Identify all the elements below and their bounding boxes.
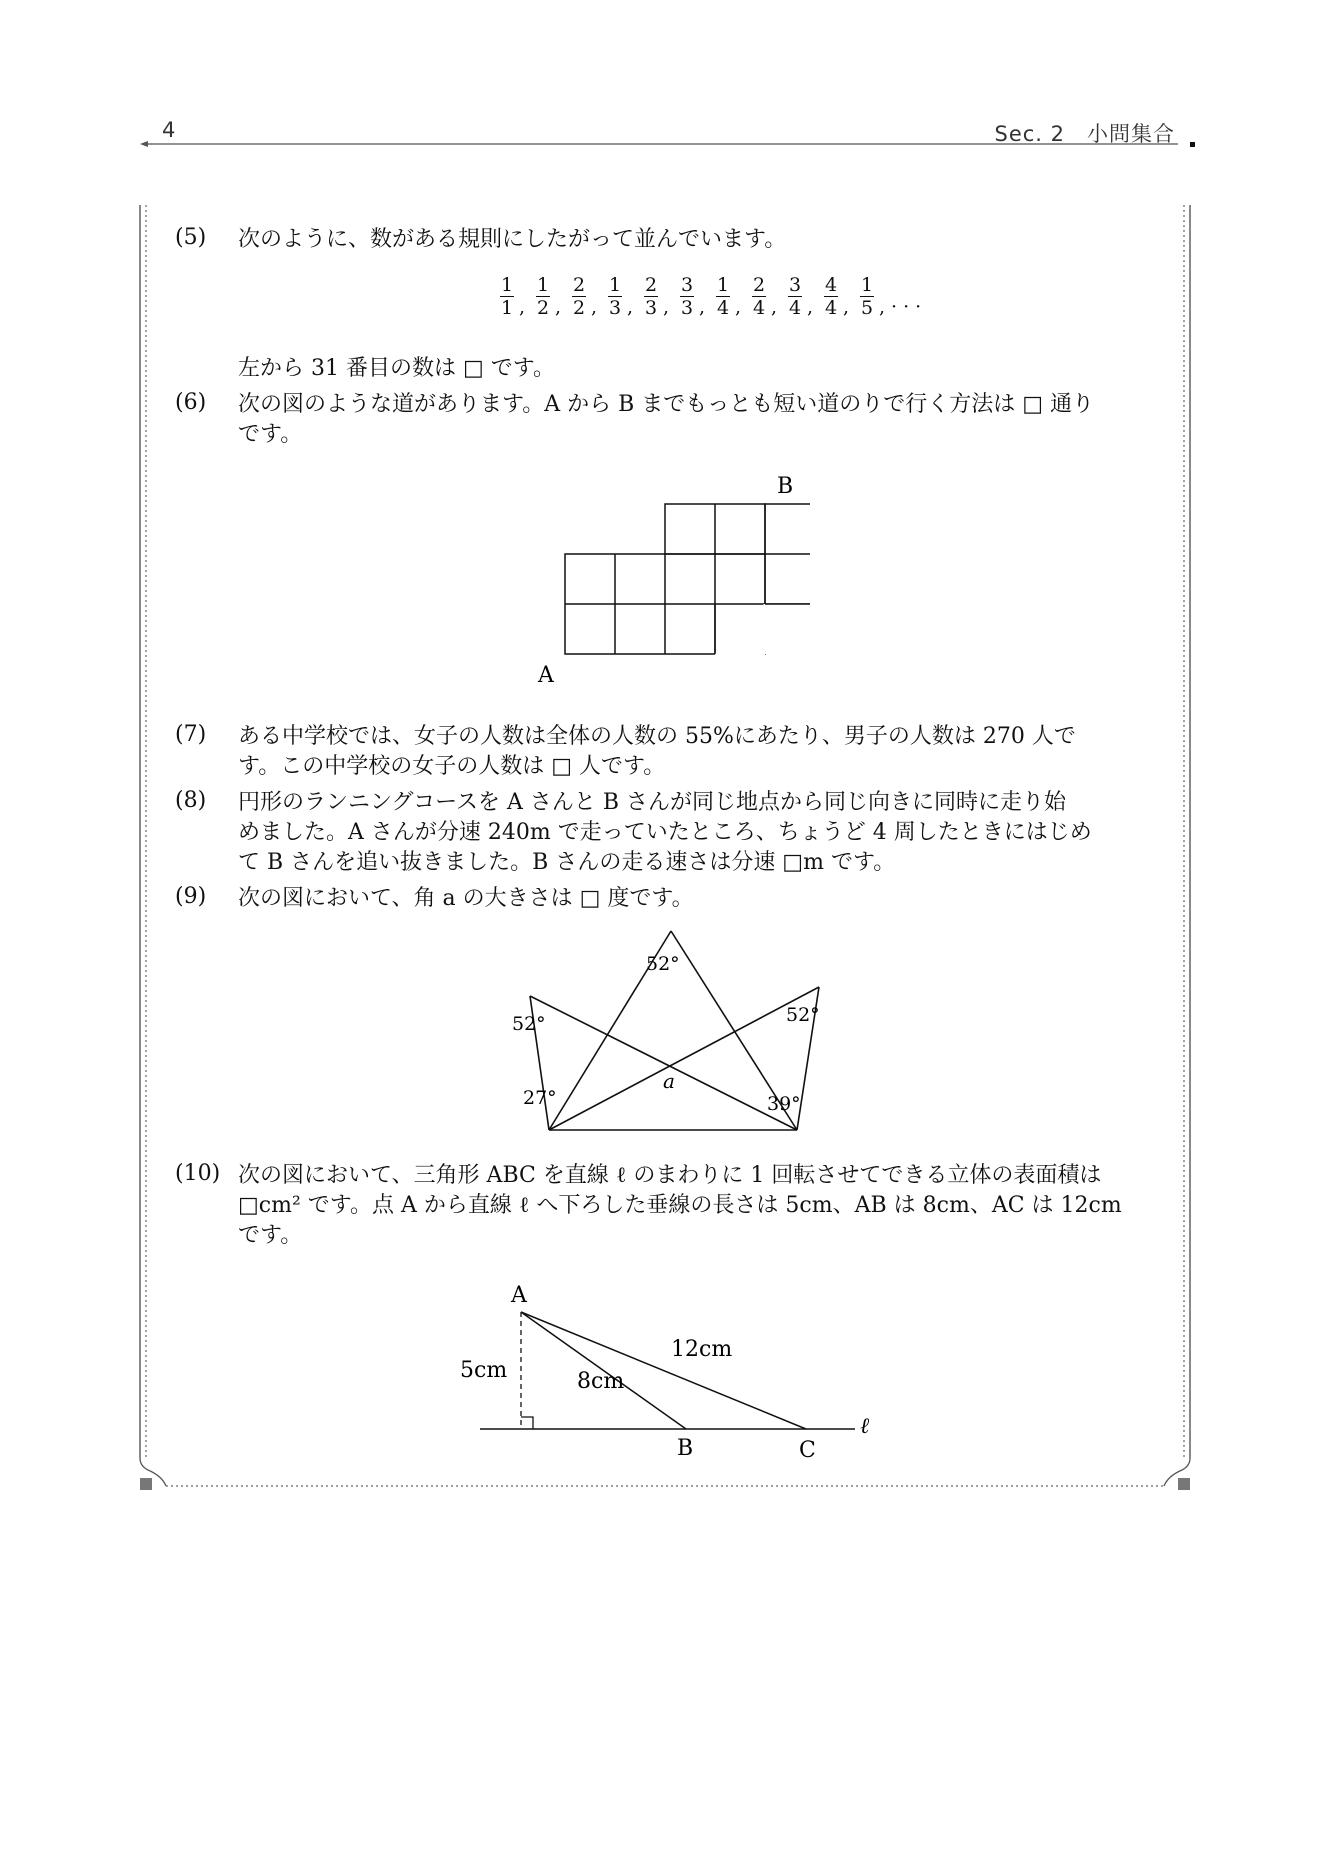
- fraction-numerator: 1: [860, 274, 874, 296]
- fraction: [747, 274, 771, 319]
- fraction-numerator: 2: [752, 274, 766, 296]
- fraction-numerator: 1: [500, 274, 514, 296]
- question-text-line: です。: [238, 1223, 303, 1248]
- fraction-numerator: 3: [680, 274, 694, 296]
- fraction-denominator: 4: [824, 297, 838, 319]
- fraction-separator: ,: [807, 296, 814, 318]
- fraction: [603, 274, 627, 319]
- corner-square-right: [1178, 1478, 1190, 1490]
- fraction-separator: ,: [699, 296, 706, 318]
- question-number: (5): [175, 225, 207, 250]
- question-text-line: ある中学校では、女子の人数は全体の人数の 55%にあたり、男子の人数は 270 人で: [238, 724, 1076, 749]
- question-text-line: 次の図において、角 a の大きさは □ 度です。: [238, 886, 694, 911]
- label-l: ℓ: [860, 1414, 870, 1439]
- fraction-separator: ,: [843, 296, 850, 318]
- fraction-numerator: 2: [644, 274, 658, 296]
- fraction: [819, 274, 843, 319]
- fraction-denominator: 3: [680, 297, 694, 319]
- fraction-separator: ,: [879, 296, 886, 318]
- fraction-numerator: 1: [716, 274, 730, 296]
- header-rule-arrow: [140, 141, 148, 147]
- question-number: (9): [175, 884, 207, 909]
- question-text-line: す。この中学校の女子の人数は □ 人です。: [238, 754, 666, 779]
- question-text-line: 次のように、数がある規則にしたがって並んでいます。: [238, 227, 787, 252]
- triangle-figure: [450, 1270, 890, 1470]
- fraction-denominator: 5: [860, 297, 874, 319]
- fraction-separator: ,: [663, 296, 670, 318]
- fraction-denominator: 2: [536, 297, 550, 319]
- angle-label-top: 52°: [646, 953, 680, 975]
- segment-ac: [521, 1312, 806, 1429]
- page-number: 4: [162, 118, 176, 142]
- question-text-line: て B さんを追い抜きました。B さんの走る速さは分速 □m です。: [238, 850, 896, 875]
- fraction: [567, 274, 591, 319]
- question-number: (10): [175, 1161, 221, 1186]
- label-b: B: [677, 1436, 694, 1461]
- fraction-separator: ,: [735, 296, 742, 318]
- question-number: (8): [175, 788, 207, 813]
- star-angle-figure: [500, 920, 840, 1140]
- section-title: Sec. 2 小問集合: [994, 122, 1175, 146]
- fraction-numerator: 1: [608, 274, 622, 296]
- label-ab: 8cm: [577, 1369, 625, 1394]
- fraction-numerator: 1: [536, 274, 550, 296]
- label-a: A: [511, 1283, 527, 1308]
- fraction: [711, 274, 735, 319]
- label-height: 5cm: [460, 1358, 508, 1383]
- question-text-line: □cm² です。点 A から直線 ℓ へ下ろした垂線の長さは 5cm、AB は 8cm、AC は 12cm: [238, 1193, 1122, 1218]
- question-text-line: めました。A さんが分速 240m で走っていたところ、ちょうど 4 周したときにはじめ: [238, 820, 1092, 845]
- fraction-separator: ,: [771, 296, 778, 318]
- fraction: [855, 274, 879, 319]
- fraction-denominator: 1: [500, 297, 514, 319]
- grid-label-b: B: [777, 474, 794, 499]
- fraction-denominator: 4: [788, 297, 802, 319]
- right-angle-mark: [521, 1417, 533, 1429]
- angle-label-bottom-left: 27°: [523, 1087, 557, 1109]
- question-text-line: 左から 31 番目の数は □ です。: [238, 356, 555, 381]
- header-dot: [1190, 142, 1195, 147]
- label-c: C: [799, 1438, 816, 1463]
- question-number: (7): [175, 722, 207, 747]
- corner-square-left: [140, 1478, 152, 1490]
- fraction: [783, 274, 807, 319]
- fraction-denominator: 4: [716, 297, 730, 319]
- fraction-separator: ,: [555, 296, 562, 318]
- fraction-denominator: 3: [644, 297, 658, 319]
- fraction-numerator: 3: [788, 274, 802, 296]
- fraction-numerator: 2: [572, 274, 586, 296]
- label-ac: 12cm: [671, 1337, 733, 1362]
- fraction-denominator: 4: [752, 297, 766, 319]
- angle-label-bottom-right: 39°: [767, 1093, 801, 1115]
- fraction-separator: ,: [627, 296, 634, 318]
- angle-label-right: 52°: [786, 1004, 820, 1026]
- sequence-ellipsis: · · ·: [891, 296, 922, 318]
- angle-label-a: a: [663, 1069, 675, 1093]
- fraction-denominator: 3: [608, 297, 622, 319]
- fraction-sequence: [495, 274, 921, 319]
- question-text-line: です。: [238, 422, 303, 447]
- fraction-separator: ,: [591, 296, 598, 318]
- question-text-line: 次の図のような道があります。A から B までもっとも短い道のりで行く方法は □ 通り: [238, 392, 1095, 417]
- question-text-line: 次の図において、三角形 ABC を直線 ℓ のまわりに 1 回転させてできる立体の表面積は: [238, 1163, 1102, 1188]
- fraction-numerator: 4: [824, 274, 838, 296]
- fraction-denominator: 2: [572, 297, 586, 319]
- grid-road-figure: [520, 465, 810, 695]
- fraction: [675, 274, 699, 319]
- fraction: [639, 274, 663, 319]
- fraction: [531, 274, 555, 319]
- fraction-separator: ,: [519, 296, 526, 318]
- grid-label-a: A: [538, 663, 554, 688]
- question-number: (6): [175, 390, 207, 415]
- fraction: [495, 274, 519, 319]
- angle-label-left: 52°: [512, 1013, 546, 1035]
- question-text-line: 円形のランニングコースを A さんと B さんが同じ地点から同じ向きに同時に走り始: [238, 790, 1067, 815]
